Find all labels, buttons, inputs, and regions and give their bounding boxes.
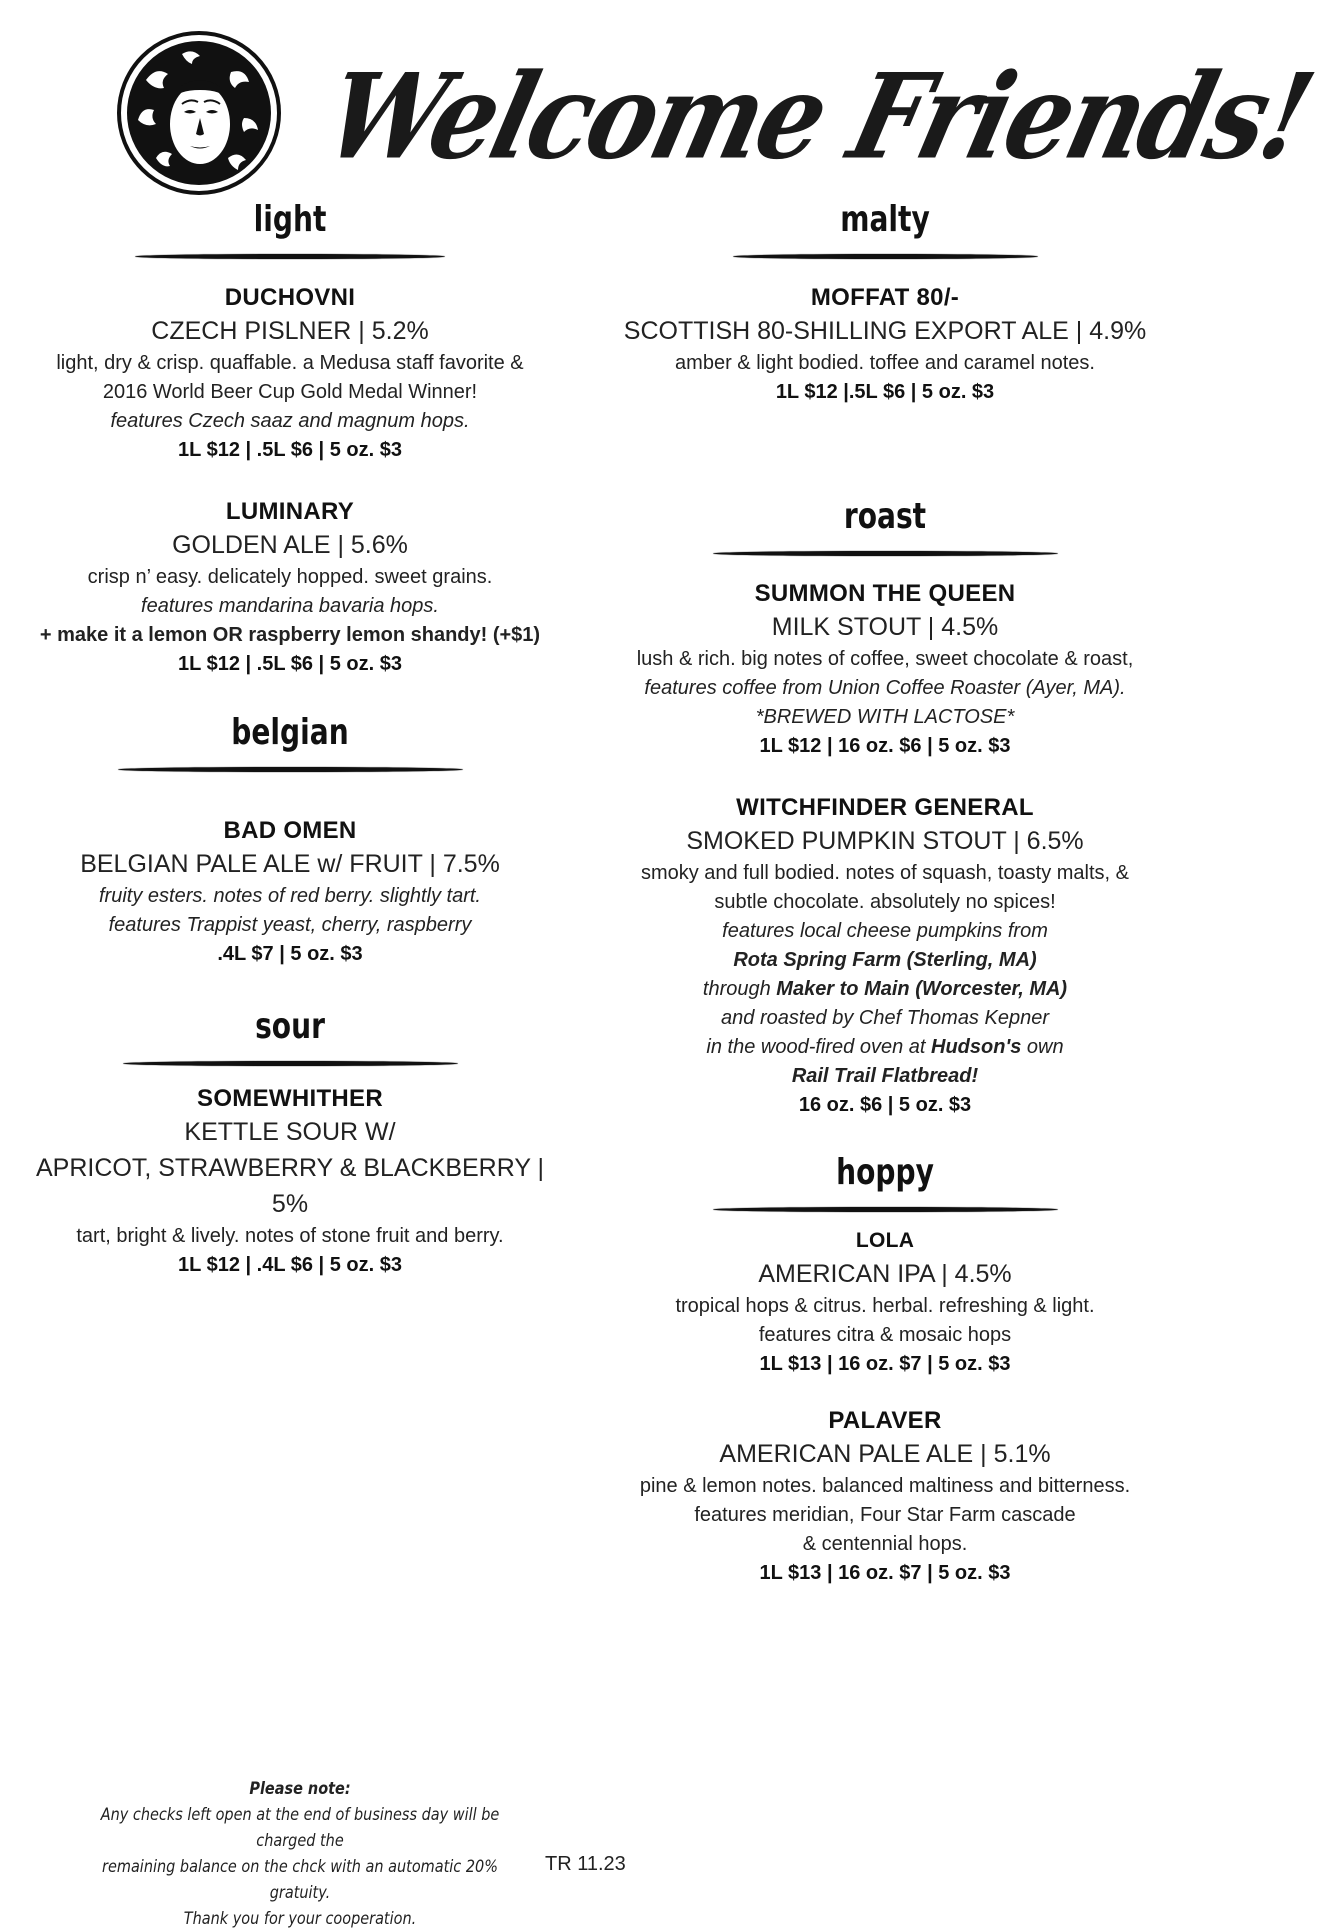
beer-description: pine & lemon notes. balanced maltiness and bitterness.: [639, 1475, 1131, 1497]
note-line: remaining balance on the chck with an automatic 20% gratuity.: [102, 1857, 498, 1903]
section-belgian: [20, 713, 560, 772]
oven-text: in the wood-fired oven at: [706, 1036, 932, 1058]
beer-style: SCOTTISH 80-SHILLING EXPORT ALE | 4.9%: [623, 317, 1147, 345]
own-text: own: [1021, 1036, 1064, 1058]
maker-to-main: Maker to Main (Worcester, MA): [776, 978, 1068, 1000]
menu-version-code: TR 11.23: [545, 1853, 626, 1875]
beer-style: AMERICAN PALE ALE | 5.1%: [719, 1440, 1051, 1468]
section-title: malty: [840, 199, 930, 240]
beer-price: .4L $7 | 5 oz. $3: [217, 943, 363, 965]
beer-description: subtle chocolate. absolutely no spices!: [714, 891, 1056, 913]
shandy-option: + make it a lemon OR raspberry lemon shandy! (+$1): [39, 624, 541, 646]
beer-name: DUCHOVNI: [224, 284, 356, 311]
brush-divider: [135, 254, 445, 259]
brush-divider: [713, 1207, 1058, 1212]
left-column: [20, 0, 560, 1320]
beer-description: [620, 1033, 1150, 1062]
note-title: Please note:: [249, 1779, 351, 1799]
beer-description: lush & rich. big notes of coffee, sweet chocolate & roast,: [636, 648, 1134, 670]
beer-price: 1L $12 | 16 oz. $6 | 5 oz. $3: [759, 735, 1011, 757]
beer-lola: [620, 1226, 1150, 1379]
through-text: through: [702, 978, 777, 1000]
section-malty: [620, 200, 1150, 259]
gratuity-note: [40, 1776, 560, 1932]
beer-duchovni: [20, 283, 560, 465]
section-hoppy: [620, 1153, 1150, 1212]
beer-moffat: [620, 283, 1150, 407]
beer-price: 16 oz. $6 | 5 oz. $3: [798, 1094, 972, 1116]
hudsons-text: Hudson's: [931, 1036, 1022, 1058]
beer-price: 1L $12 | .5L $6 | 5 oz. $3: [178, 653, 402, 675]
beer-summon-the-queen: [620, 579, 1150, 761]
beer-description: tart, bright & lively. notes of stone fruit and berry.: [76, 1225, 504, 1247]
beer-witchfinder-general: [620, 793, 1150, 1120]
beer-somewhither: [20, 1084, 560, 1280]
beer-description: smoky and full bodied. notes of squash, toasty malts, &: [640, 862, 1130, 884]
beer-description: 2016 World Beer Cup Gold Medal Winner!: [102, 381, 478, 403]
beer-palaver: [620, 1406, 1150, 1588]
farm-name: Rota Spring Farm (Sterling, MA): [733, 949, 1037, 971]
brush-divider: [733, 254, 1038, 259]
beer-style: BELGIAN PALE ALE w/ FRUIT | 7.5%: [80, 850, 500, 878]
beer-name: WITCHFINDER GENERAL: [736, 794, 1034, 821]
beer-name: BAD OMEN: [223, 817, 357, 844]
beer-hops: features meridian, Four Star Farm cascade: [694, 1504, 1076, 1526]
beer-hops: features Czech saaz and magnum hops.: [110, 410, 470, 432]
section-light: [20, 200, 560, 259]
beer-price: 1L $12 | .4L $6 | 5 oz. $3: [178, 1254, 402, 1276]
section-title: sour: [255, 1006, 325, 1047]
beer-name: SOMEWHITHER: [197, 1085, 383, 1112]
beer-style: SMOKED PUMPKIN STOUT | 6.5%: [686, 827, 1084, 855]
beer-luminary: [20, 497, 560, 679]
section-roast: [620, 497, 1150, 556]
beer-description: light, dry & crisp. quaffable. a Medusa staff favorite &: [56, 352, 524, 374]
section-title: hoppy: [836, 1152, 934, 1193]
section-title: light: [253, 199, 327, 240]
beer-coffee-note: features coffee from Union Coffee Roaster (Ayer, MA).: [644, 677, 1126, 699]
note-line: Thank you for your cooperation.: [183, 1909, 417, 1929]
beer-price: 1L $12 | .5L $6 | 5 oz. $3: [178, 439, 402, 461]
beer-hops: features citra & mosaic hops: [758, 1324, 1012, 1346]
section-title: belgian: [231, 712, 349, 753]
beer-name: SUMMON THE QUEEN: [754, 580, 1016, 607]
section-sour: [20, 1007, 560, 1066]
beer-description: fruity esters. notes of red berry. slightly tart.: [99, 885, 481, 907]
beer-style: GOLDEN ALE | 5.6%: [172, 531, 408, 559]
beer-hops: features Trappist yeast, cherry, raspberry: [108, 914, 472, 936]
beer-description: tropical hops & citrus. herbal. refreshing & light.: [675, 1295, 1095, 1317]
beer-description: [620, 975, 1150, 1004]
right-column: [620, 0, 1150, 1620]
beer-bad-omen: [20, 816, 560, 969]
beer-description: crisp n’ easy. delicately hopped. sweet grains.: [87, 566, 493, 588]
beer-style: KETTLE SOUR W/: [184, 1118, 396, 1146]
beer-description: and roasted by Chef Thomas Kepner: [721, 1007, 1049, 1029]
beer-price: 1L $13 | 16 oz. $7 | 5 oz. $3: [759, 1562, 1011, 1584]
beer-name: PALAVER: [828, 1407, 942, 1434]
beer-name: LOLA: [855, 1229, 915, 1252]
beer-price: 1L $12 |.5L $6 | 5 oz. $3: [775, 381, 995, 403]
beer-style: CZECH PISLNER | 5.2%: [151, 317, 429, 345]
note-line: Any checks left open at the end of business day will be charged the: [100, 1805, 500, 1851]
lactose-warning: *BREWED WITH LACTOSE*: [755, 706, 1015, 728]
beer-hops: features mandarina bavaria hops.: [141, 595, 439, 617]
beer-description: features local cheese pumpkins from: [722, 920, 1048, 942]
section-title: roast: [843, 496, 927, 537]
beer-name: MOFFAT 80/-: [810, 284, 960, 311]
welcome-heading: Welcome Friends!: [312, 48, 1324, 186]
beer-hops: & centennial hops.: [802, 1533, 968, 1555]
flatbread-name: Rail Trail Flatbread!: [791, 1065, 979, 1087]
beer-style: APRICOT, STRAWBERRY & BLACKBERRY | 5%: [35, 1154, 545, 1218]
beer-name: LUMINARY: [225, 498, 355, 525]
brush-divider: [123, 1061, 458, 1066]
beer-price: 1L $13 | 16 oz. $7 | 5 oz. $3: [759, 1353, 1011, 1375]
brush-divider: [713, 551, 1058, 556]
brush-divider: [118, 767, 463, 772]
beer-style: AMERICAN IPA | 4.5%: [758, 1260, 1012, 1288]
beer-description: amber & light bodied. toffee and caramel notes.: [675, 352, 1095, 374]
beer-style: MILK STOUT | 4.5%: [771, 613, 999, 641]
